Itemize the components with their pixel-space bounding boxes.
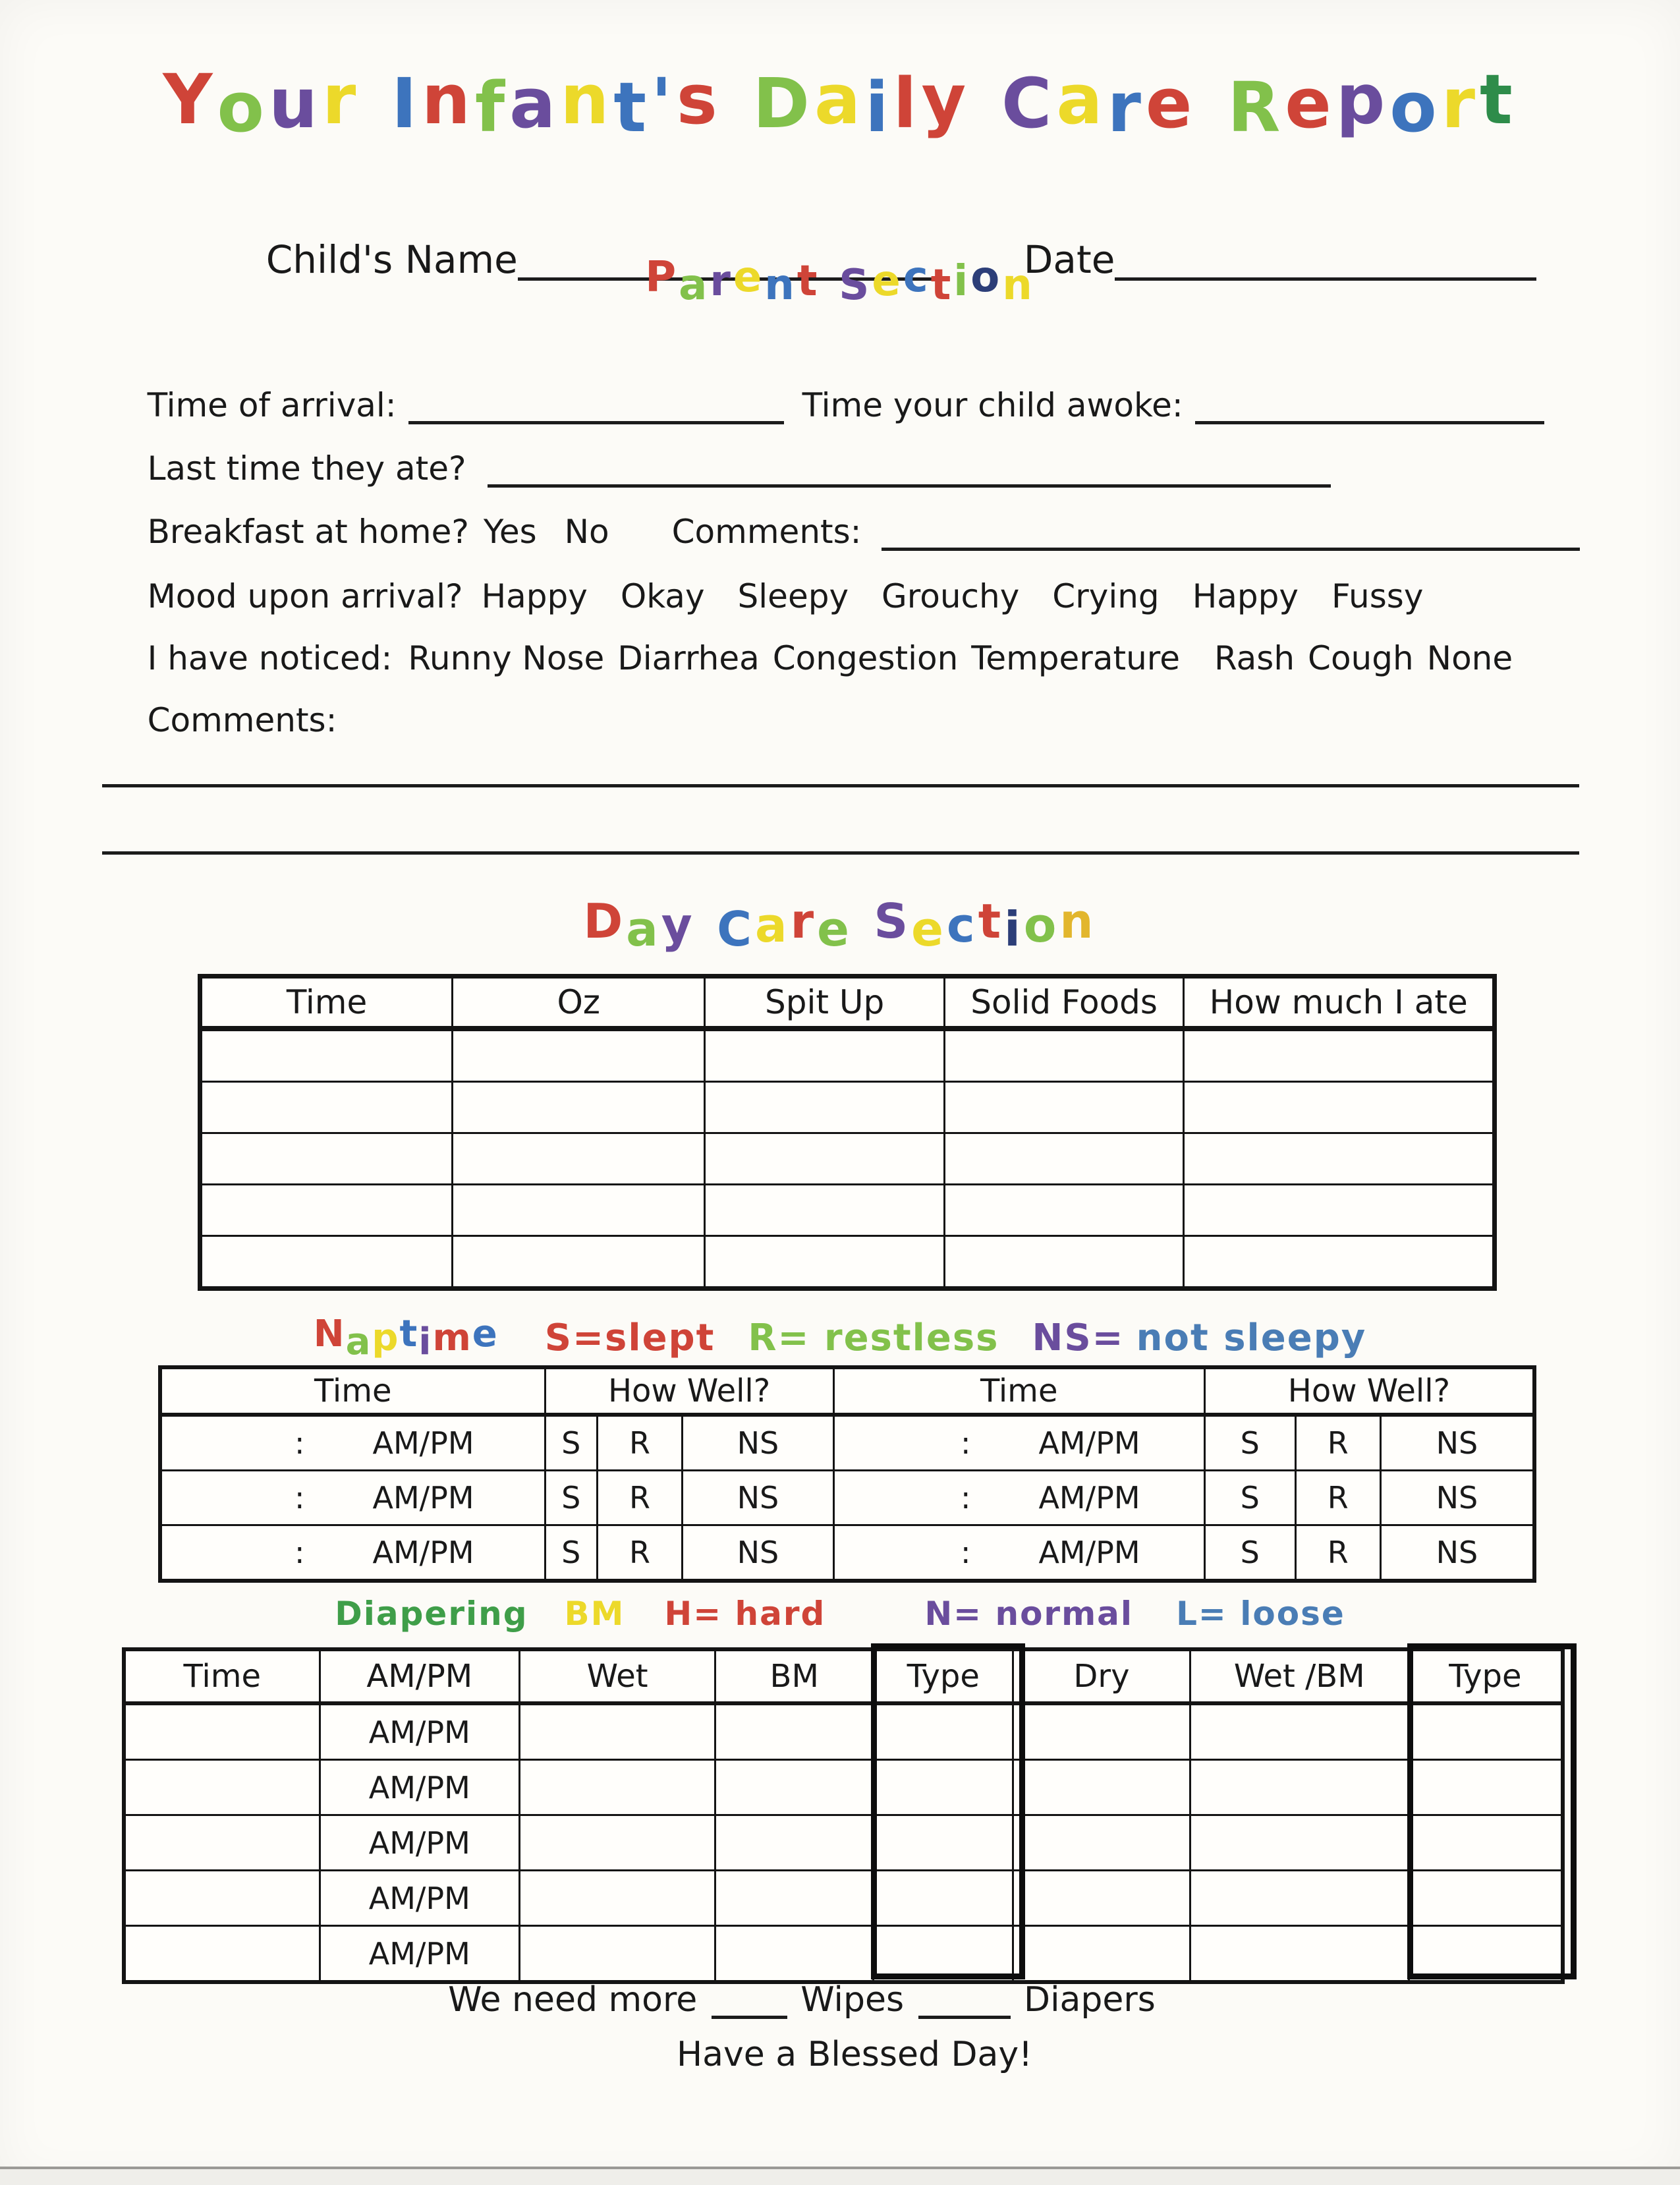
nap-restless-cell[interactable]: R: [1295, 1525, 1380, 1581]
diaper-dry-cell[interactable]: [1013, 1815, 1190, 1871]
legend-segment: S=slept: [544, 1317, 715, 1359]
diapering-heading: [0, 1595, 1680, 1633]
nap-colon: :: [960, 1535, 971, 1570]
diaper-bm-cell[interactable]: [715, 1815, 874, 1871]
feeding-cell[interactable]: [200, 1185, 453, 1236]
diapering-header-ampm: AM/PM: [320, 1649, 520, 1703]
noticed-option[interactable]: Cough: [1308, 639, 1414, 677]
breakfast-label: Breakfast at home?: [147, 513, 469, 551]
feeding-cell[interactable]: [944, 1029, 1184, 1082]
comments-line-2[interactable]: [102, 851, 1579, 855]
diapering-legend: [335, 1595, 1345, 1633]
legend-segment: BM: [564, 1595, 625, 1633]
nap-not-sleepy-cell[interactable]: NS: [683, 1471, 833, 1525]
diaper-dry-cell[interactable]: [1013, 1871, 1190, 1926]
nap-minute-blank[interactable]: [970, 1579, 1033, 1581]
colored-letter: e: [472, 1313, 499, 1355]
noticed-option[interactable]: Rash: [1214, 639, 1295, 677]
nap-ampm-label[interactable]: AM/PM: [372, 1535, 474, 1570]
diapering-header-time: Time: [124, 1649, 320, 1703]
nap-restless-cell[interactable]: R: [1295, 1415, 1380, 1471]
nap-not-sleepy-cell[interactable]: NS: [1380, 1525, 1534, 1581]
nap-not-sleepy-cell[interactable]: NS: [683, 1525, 833, 1581]
last-ate-label: Last time they ate?: [147, 449, 466, 488]
colored-letter: P: [645, 253, 679, 302]
feeding-cell[interactable]: [453, 1185, 705, 1236]
nap-not-sleepy-cell[interactable]: NS: [1380, 1415, 1534, 1471]
nap-restless-cell[interactable]: R: [597, 1415, 682, 1471]
diaper-ampm-cell[interactable]: AM/PM: [320, 1703, 520, 1760]
naptime-row: [160, 1415, 1534, 1471]
blessed-day-message: [14, 2035, 1680, 2074]
colored-letter: n: [1059, 894, 1097, 949]
comments-line-1[interactable]: [102, 784, 1579, 787]
colored-letter: t: [797, 257, 820, 306]
naptime-time-cell[interactable]: [160, 1415, 545, 1471]
colored-letter: a: [626, 901, 661, 957]
diapers-label: Diapers: [1024, 1980, 1156, 2020]
feeding-cell[interactable]: [944, 1133, 1184, 1185]
diaper-ampm-cell[interactable]: AM/PM: [320, 1815, 520, 1871]
mood-option[interactable]: Grouchy: [882, 577, 1020, 615]
feeding-cell[interactable]: [1184, 1185, 1495, 1236]
diaper-wet-cell[interactable]: [520, 1926, 715, 1983]
colored-letter: C: [1001, 63, 1057, 144]
nap-hour-blank[interactable]: [898, 1579, 961, 1581]
feeding-cell[interactable]: [1184, 1133, 1495, 1185]
nap-colon: :: [294, 1425, 305, 1461]
diapering-row: [124, 1760, 1563, 1815]
wipes-count-blank[interactable]: [712, 2016, 787, 2019]
feeding-row: [200, 1185, 1495, 1236]
naptime-time-cell[interactable]: [833, 1525, 1204, 1581]
diaper-dry-cell[interactable]: [1013, 1703, 1190, 1760]
nap-slept-cell[interactable]: S: [1204, 1415, 1295, 1471]
colored-letter: r: [1441, 63, 1480, 144]
colored-letter: a: [754, 897, 791, 953]
colored-letter: S: [839, 261, 872, 310]
diaper-type-cell[interactable]: [1409, 1760, 1563, 1815]
nap-ampm-label[interactable]: AM/PM: [1038, 1480, 1140, 1516]
colored-letter: f: [474, 67, 510, 148]
naptime-row: [160, 1471, 1534, 1525]
feeding-row: [200, 1029, 1495, 1082]
nap-restless-cell[interactable]: R: [597, 1471, 682, 1525]
diapering-row: [124, 1871, 1563, 1926]
mood-option[interactable]: Crying: [1052, 577, 1160, 615]
diapering-row: [124, 1703, 1563, 1760]
colored-letter: o: [970, 253, 1003, 302]
scan-edge-band: [0, 2169, 1680, 2185]
naptime-time-cell[interactable]: [160, 1525, 545, 1581]
diaper-wet-bm-cell[interactable]: [1190, 1926, 1409, 1983]
diapering-header-type-1: Type: [874, 1649, 1013, 1703]
colored-letter: r: [1107, 67, 1146, 148]
diaper-time-cell[interactable]: [124, 1926, 320, 1983]
diaper-type-cell[interactable]: [874, 1703, 1013, 1760]
colored-letter: r: [790, 894, 818, 949]
diapers-count-blank[interactable]: [918, 2016, 1011, 2019]
diaper-dry-cell[interactable]: [1013, 1926, 1190, 1983]
colored-letter: ': [651, 63, 677, 144]
feeding-cell[interactable]: [453, 1082, 705, 1133]
colored-letter: a: [679, 261, 710, 310]
need-more-label: We need more: [448, 1980, 698, 2020]
diapering-header-type-2: Type: [1409, 1649, 1563, 1703]
diapering-row: [124, 1815, 1563, 1871]
diapering-header-bm: BM: [715, 1649, 874, 1703]
naptime-time-cell[interactable]: [160, 1471, 545, 1525]
childs-name-label: Child's Name: [266, 237, 518, 282]
parent-section-heading: [0, 253, 1680, 310]
diaper-wet-cell[interactable]: [520, 1703, 715, 1760]
colored-letter: e: [817, 901, 853, 957]
noticed-option[interactable]: Temperature: [971, 639, 1181, 677]
noticed-options: [392, 639, 1513, 677]
nap-restless-cell[interactable]: R: [597, 1525, 682, 1581]
diaper-wet-bm-cell[interactable]: [1190, 1871, 1409, 1926]
time-of-arrival-label: Time of arrival:: [147, 386, 397, 424]
feeding-cell[interactable]: [200, 1236, 453, 1289]
comments-label: Comments:: [147, 701, 337, 739]
nap-slept-cell[interactable]: S: [545, 1415, 597, 1471]
colored-letter: t: [1480, 59, 1517, 140]
page-title: [0, 59, 1680, 148]
diaper-wet-cell[interactable]: [520, 1760, 715, 1815]
colored-letter: l: [893, 63, 922, 144]
colored-letter: c: [947, 897, 978, 953]
colored-letter: e: [872, 257, 903, 306]
colored-letter: i: [953, 257, 971, 306]
naptime-header-howwell-right: How Well?: [1204, 1367, 1534, 1415]
colored-letter: t: [399, 1313, 419, 1355]
daycare-section-heading: [0, 894, 1680, 957]
feeding-cell[interactable]: [200, 1133, 453, 1185]
colored-letter: o: [1023, 897, 1060, 953]
diaper-ampm-cell[interactable]: AM/PM: [320, 1760, 520, 1815]
nap-not-sleepy-cell[interactable]: NS: [683, 1415, 833, 1471]
naptime-title: [313, 1313, 499, 1363]
feeding-header-oz: Oz: [453, 977, 705, 1029]
noticed-option[interactable]: None: [1426, 639, 1513, 677]
blessed-day-text: Have a Blessed Day!: [676, 2035, 1032, 2074]
diapering-header-dry: Dry: [1013, 1649, 1190, 1703]
nap-minute-blank[interactable]: [304, 1579, 367, 1581]
diaper-time-cell[interactable]: [124, 1815, 320, 1871]
diaper-wet-cell[interactable]: [520, 1815, 715, 1871]
diaper-bm-cell[interactable]: [715, 1926, 874, 1983]
colored-letter: p: [372, 1317, 400, 1359]
feeding-header-time: Time: [200, 977, 453, 1029]
naptime-heading: [0, 1313, 1680, 1363]
colored-letter: t: [613, 67, 652, 148]
date-label: Date: [1023, 237, 1115, 282]
legend-segment: R= restless: [748, 1317, 999, 1359]
diapering-header-wet-bm: Wet /BM: [1190, 1649, 1409, 1703]
naptime-time-cell[interactable]: [833, 1471, 1204, 1525]
feeding-cell[interactable]: [705, 1082, 945, 1133]
nap-colon: :: [960, 1480, 971, 1516]
colored-letter: i: [865, 67, 893, 148]
mood-option[interactable]: Happy: [481, 577, 588, 615]
colored-letter: a: [1056, 59, 1107, 140]
colored-letter: R: [1227, 67, 1285, 148]
mood-option[interactable]: Sleepy: [737, 577, 849, 615]
colored-letter: S: [874, 894, 912, 949]
naptime-table: [158, 1365, 1536, 1583]
colored-letter: c: [903, 253, 931, 302]
diaper-type-cell[interactable]: [1409, 1703, 1563, 1760]
diaper-time-cell[interactable]: [124, 1703, 320, 1760]
feeding-cell[interactable]: [705, 1133, 945, 1185]
colored-letter: Y: [163, 59, 217, 140]
feeding-cell[interactable]: [705, 1236, 945, 1289]
comments-row: [105, 663, 337, 778]
colored-letter: C: [717, 901, 755, 957]
time-awoke-label: Time your child awoke:: [802, 386, 1183, 424]
colored-letter: I: [391, 63, 422, 144]
feeding-header-spit-up: Spit Up: [705, 977, 945, 1029]
nap-hour-blank[interactable]: [232, 1579, 294, 1581]
colored-letter: a: [345, 1320, 372, 1363]
diaper-type-cell[interactable]: [1409, 1871, 1563, 1926]
diaper-bm-cell[interactable]: [715, 1871, 874, 1926]
diaper-type-cell[interactable]: [1409, 1815, 1563, 1871]
naptime-header-time-left: Time: [160, 1367, 545, 1415]
legend-segment: Diapering: [335, 1595, 528, 1633]
colored-letter: y: [661, 897, 696, 953]
nap-slept-cell[interactable]: S: [1204, 1525, 1295, 1581]
nap-slept-cell[interactable]: S: [545, 1471, 597, 1525]
colored-letter: t: [930, 261, 954, 310]
feeding-header-row: [200, 977, 1495, 1029]
colored-letter: e: [911, 901, 947, 957]
diaper-type-cell[interactable]: [874, 1871, 1013, 1926]
breakfast-comments-label: Comments:: [671, 513, 862, 551]
feeding-cell[interactable]: [453, 1133, 705, 1185]
diapering-table: [122, 1647, 1565, 1984]
colored-letter: r: [710, 257, 733, 306]
colored-letter: e: [1145, 63, 1197, 144]
feeding-row: [200, 1082, 1495, 1133]
nap-ampm-label[interactable]: AM/PM: [372, 1480, 474, 1516]
nap-restless-cell[interactable]: R: [1295, 1471, 1380, 1525]
colored-letter: D: [583, 894, 627, 949]
colored-letter: i: [418, 1320, 433, 1363]
legend-segment: H= hard: [664, 1595, 826, 1633]
diaper-type-cell[interactable]: [874, 1760, 1013, 1815]
diaper-type-cell[interactable]: [1409, 1926, 1563, 1983]
nap-not-sleepy-cell[interactable]: NS: [1380, 1471, 1534, 1525]
wipes-label: Wipes: [800, 1980, 905, 2020]
nap-slept-cell[interactable]: S: [1204, 1471, 1295, 1525]
colored-letter: n: [764, 261, 797, 310]
feeding-cell[interactable]: [453, 1029, 705, 1082]
colored-letter: t: [978, 894, 1005, 949]
colored-letter: a: [814, 59, 866, 140]
feeding-cell[interactable]: [200, 1082, 453, 1133]
diaper-bm-cell[interactable]: [715, 1703, 874, 1760]
diaper-ampm-cell[interactable]: AM/PM: [320, 1871, 520, 1926]
diaper-type-cell[interactable]: [874, 1926, 1013, 1983]
noticed-option[interactable]: Runny Nose: [408, 639, 605, 677]
feeding-cell[interactable]: [453, 1236, 705, 1289]
legend-segment: not sleepy: [1136, 1317, 1367, 1359]
feeding-cell[interactable]: [944, 1082, 1184, 1133]
diaper-time-cell[interactable]: [124, 1871, 320, 1926]
nap-colon: :: [960, 1425, 971, 1461]
feeding-cell[interactable]: [1184, 1029, 1495, 1082]
nap-ampm-label[interactable]: AM/PM: [372, 1425, 474, 1461]
naptime-header-howwell-left: How Well?: [545, 1367, 833, 1415]
diaper-wet-bm-cell[interactable]: [1190, 1703, 1409, 1760]
mood-label: Mood upon arrival?: [147, 577, 463, 615]
breakfast-no-option[interactable]: No: [564, 513, 609, 551]
diaper-wet-cell[interactable]: [520, 1871, 715, 1926]
diaper-ampm-cell[interactable]: AM/PM: [320, 1926, 520, 1983]
nap-colon: :: [294, 1535, 305, 1570]
colored-letter: n: [560, 59, 614, 140]
supplies-request-line: [0, 1980, 1642, 2020]
feeding-cell[interactable]: [944, 1236, 1184, 1289]
diapering-header-row: [124, 1649, 1563, 1703]
legend-segment: N= normal: [924, 1595, 1134, 1633]
nap-slept-cell[interactable]: S: [545, 1525, 597, 1581]
feeding-cell[interactable]: [200, 1029, 453, 1082]
feeding-table: [198, 974, 1497, 1291]
feeding-cell[interactable]: [944, 1185, 1184, 1236]
colored-letter: a: [509, 63, 561, 144]
naptime-header-time-right: Time: [833, 1367, 1204, 1415]
feeding-header-solid-foods: Solid Foods: [944, 977, 1184, 1029]
noticed-label: I have noticed:: [147, 639, 393, 677]
colored-letter: y: [921, 59, 971, 140]
diaper-wet-bm-cell[interactable]: [1190, 1815, 1409, 1871]
colored-letter: e: [733, 253, 765, 302]
feeding-cell[interactable]: [1184, 1082, 1495, 1133]
legend-segment: L= loose: [1176, 1595, 1345, 1633]
colored-letter: r: [322, 59, 361, 140]
nap-colon: :: [294, 1480, 305, 1516]
diaper-bm-cell[interactable]: [715, 1760, 874, 1815]
colored-letter: D: [752, 63, 814, 144]
diaper-dry-cell[interactable]: [1013, 1760, 1190, 1815]
colored-letter: o: [217, 67, 269, 148]
colored-letter: e: [1285, 63, 1336, 144]
noticed-option[interactable]: Congestion: [772, 639, 959, 677]
colored-letter: o: [1389, 67, 1442, 148]
mood-option[interactable]: Fussy: [1331, 577, 1424, 615]
mood-option[interactable]: Happy: [1192, 577, 1299, 615]
feeding-header-how-much: How much I ate: [1184, 977, 1495, 1029]
colored-letter: n: [421, 59, 475, 140]
diaper-wet-bm-cell[interactable]: [1190, 1760, 1409, 1815]
colored-letter: m: [432, 1317, 472, 1359]
diapering-header-wet: Wet: [520, 1649, 715, 1703]
mood-option[interactable]: Okay: [620, 577, 705, 615]
naptime-header-row: [160, 1367, 1534, 1415]
colored-letter: s: [676, 59, 722, 140]
colored-letter: p: [1335, 59, 1390, 140]
naptime-legend: [499, 1317, 1367, 1359]
legend-segment: NS=: [1032, 1317, 1125, 1359]
colored-letter: u: [268, 63, 323, 144]
breakfast-yes-option[interactable]: Yes: [483, 513, 537, 551]
colored-letter: N: [313, 1313, 346, 1355]
feeding-row: [200, 1236, 1495, 1289]
feeding-cell[interactable]: [705, 1029, 945, 1082]
colored-letter: i: [1004, 901, 1024, 957]
noticed-option[interactable]: Diarrhea: [617, 639, 760, 677]
naptime-row: [160, 1525, 1534, 1581]
nap-ampm-label[interactable]: AM/PM: [1038, 1535, 1140, 1570]
colored-letter: n: [1002, 261, 1035, 310]
diaper-time-cell[interactable]: [124, 1760, 320, 1815]
nap-ampm-label[interactable]: AM/PM: [1038, 1425, 1140, 1461]
diapering-row: [124, 1926, 1563, 1983]
feeding-cell[interactable]: [1184, 1236, 1495, 1289]
feeding-row: [200, 1133, 1495, 1185]
diaper-type-cell[interactable]: [874, 1815, 1013, 1871]
naptime-time-cell[interactable]: [833, 1415, 1204, 1471]
feeding-cell[interactable]: [705, 1185, 945, 1236]
